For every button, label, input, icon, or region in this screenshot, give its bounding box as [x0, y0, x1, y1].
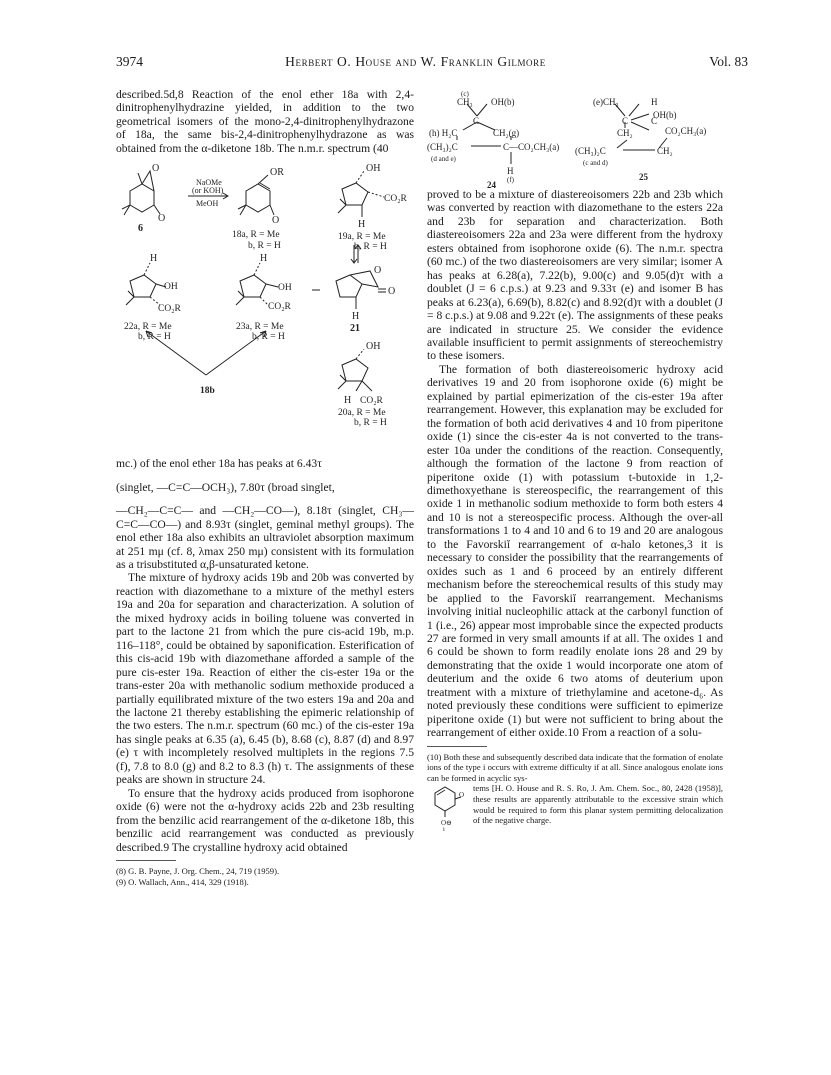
paragraph: To ensure that the hydroxy acids produced from isophorone oxide (6) were not the α-hydroxy acids 22b and 23b resulting from the benzilic acid rearrangement of the α-diketone 18b, this benzilic acid rearrangement was conducted as previously described.9 The crystalline hydroxy acid obtained — [116, 786, 414, 854]
volume-label: Vol. 83 — [709, 54, 748, 69]
label-h: H — [352, 311, 360, 323]
compound-label-20a: 20a, R = Me — [338, 408, 386, 419]
label: C — [651, 116, 658, 126]
paragraph: —CH₂—C=C— and —CH₂—CO—), 8.18τ (singlet, CH₃—C=C—CO—) and 8.93τ (singlet, geminal methyl groups). The enol ether 18a also exhibits an ultraviolet absorption maximum at 251 mμ (cf. 8, λmax 250 mμ) consistent with its formulation as a trisubstituted α,β-unsaturated ketone. — [116, 504, 414, 571]
paragraph: (singlet, —C=C—OCH₃), 7.80τ (broad singlet, — [116, 480, 335, 494]
compound-label-22b: b, R = H — [138, 332, 171, 343]
compound-label-20b: b, R = H — [354, 418, 387, 429]
footnote-10-continued — [427, 783, 723, 832]
compound-label-6: 6 — [138, 223, 143, 235]
footnote-10: (10) Both these and subsequently described data indicate that the formation of enolate ions of the type i occurs with extreme difficulty if at all. Since analogous enolate ions can be formed in acyclic sys- — [427, 751, 723, 783]
reagent-line: (or KOH) — [192, 186, 224, 196]
paragraph: proved to be a mixture of diastereoisomers 22b and 23b which was converted by reaction with diazomethane to the esters 22a and 23b for separation and characterization. Both diastereoisomers 22a and 23a were different from the hydroxy esters obtained from isophorone oxide (6). The n.m.r. spectra (60 mc.) of the two diastereoisomers are very similar; isomer A has peaks at 6.28(a), 7.22(b), 9.00(c) and 9.05(d)τ with a doublet (J = 6 c.p.s.) at 9.23 and 9.33τ (e) and isomer B has peaks at 6.23(a), 6.69(b), 8.82(c) and 8.92(d)τ with a doublet (J = 8 c.p.s.) at 9.08 and 9.22τ (e). The assignments of these peaks are indicated in structure 25. We consider the evidence available insufficient to permit assignments of stereochemistry to these isomers. — [427, 188, 723, 363]
footnote-9: (9) O. Wallach, Ann., 414, 329 (1918). — [116, 876, 249, 887]
label: C — [473, 116, 480, 126]
label: CH₃ — [457, 97, 473, 107]
label: CO₂CH₃(a) — [665, 126, 707, 136]
label-h: H — [260, 253, 268, 265]
label: OH(b) — [491, 97, 515, 107]
label-oh: OH — [278, 283, 292, 294]
compound-label-18b-source: 18b — [200, 386, 215, 397]
reagent-line: NaOMe — [196, 178, 222, 188]
label: CH₂ — [657, 146, 673, 156]
svg-text:O⊖: O⊖ — [441, 819, 452, 828]
svg-text:O: O — [459, 791, 465, 800]
label-oh: OH — [366, 163, 381, 175]
compound-label-21: 21 — [350, 323, 360, 335]
compound-label-23a: 23a, R = Me — [236, 322, 284, 333]
label-h: H — [150, 253, 158, 265]
label-co2r: CO₂R — [360, 396, 383, 407]
running-head-authors: Herbert O. House and W. Franklin Gilmore — [285, 54, 546, 69]
label-h: H — [358, 219, 366, 231]
compound-label-25: 25 — [639, 172, 648, 182]
label: H — [507, 166, 514, 176]
label-o: O — [152, 163, 160, 175]
compound-label-19a: 19a, R = Me — [338, 232, 386, 243]
footnote-8: (8) G. B. Payne, J. Org. Chem., 24, 719 (1959). — [116, 865, 280, 876]
label: (c) — [461, 90, 469, 98]
scheme-svg — [116, 159, 414, 451]
compound-label-24: 24 — [487, 180, 496, 188]
label: (CH₃)₂C — [427, 142, 458, 152]
label: CH₂ — [617, 128, 633, 138]
compound-label-19b: b, R = H — [354, 242, 387, 253]
label: (f) — [507, 176, 514, 184]
right-column — [427, 88, 723, 832]
label: (d and e) — [431, 155, 456, 163]
footnotes — [427, 751, 723, 832]
footnote-10-text: tems [H. O. House and R. S. Ro, J. Am. Chem. Soc., 80, 2428 (1958)], these results are apparently attributable to the excessive strain which would be required to form this planar system permitting delocalization of the negative charge. — [473, 783, 723, 826]
label-co2r: CO₂R — [158, 304, 181, 315]
label: (c and d) — [583, 159, 608, 167]
label: (e)CH₃ — [593, 97, 619, 107]
page-header — [0, 54, 831, 74]
structures-24-25 — [427, 88, 723, 188]
paragraph: The mixture of hydroxy acids 19b and 20b was converted by reaction with diazomethane to a mixture of the methyl esters 19a and 20a for separation and characterization. A solution of the mixed hydroxy acids in boiling toluene was converted in part to the lactone 21 from which the pure cis-acid 19b, m.p. 116–118°, could be obtained by saponification. Esterification of this cis-acid 19b with diazomethane afforded a sample of the pure cis-ester 19a. Reaction of either the cis-ester 19a or the trans-ester 20a with methanolic sodium methoxide produced a partially equilibrated mixture of the two esters 19a and 20a and the lactone 21 thereby establishing the epimeric relationship of the two esters. The n.m.r. spectrum (60 mc.) of the cis-ester 19a has single peaks at 6.35 (a), 6.45 (b), 8.68 (c), 8.87 (d) and 8.97 (e) τ with incompletely resolved multiplets in the regions 7.5 (f), 7.8 to 8.0 (g) and 8.2 to 8.3 (h) τ. The assignments of these peaks are shown in structure 24. — [116, 571, 414, 787]
label-o: O — [374, 265, 382, 277]
page-number: 3974 — [116, 54, 143, 69]
left-column — [116, 88, 414, 887]
reaction-scheme — [116, 159, 414, 451]
structures-svg — [427, 88, 723, 188]
compound-label-18b: b, R = H — [248, 241, 281, 252]
label-oh: OH — [366, 341, 381, 353]
enolate-structure-icon — [427, 783, 467, 831]
label: CH₂(g) — [493, 128, 520, 138]
paragraph: described.5d,8 Reaction of the enol ether 18a with 2,4-dinitrophenylhydrazine yielded, in addition to the two geometrical isomers of the mono-2,4-dinitrophenylhydrazone of 18a, the same bis-2,4-dinitrophenylhydrazone as was obtained from the α-diketone 18b. The n.m.r. spectrum (40 — [116, 88, 414, 155]
label: OH(b) — [653, 110, 677, 120]
label-or: OR — [270, 167, 284, 179]
paragraph: mc.) of the enol ether 18a has peaks at 6.43τ — [116, 457, 322, 471]
label: C — [622, 116, 629, 126]
footnotes — [116, 866, 414, 887]
footnote-rule — [427, 746, 487, 747]
label-o: O — [158, 213, 166, 225]
label: (h) H₂C — [429, 128, 458, 138]
paragraph: The formation of both diastereoisomeric hydroxy acid derivatives 19 and 20 from isophorone oxide (6) might be explained by partial epimerization of the cis-ester 19a after rearrangement. However, this explanation may be excluded for the formation of both acid derivatives 4 and 10 from piperitone oxide (1) since the cis-ester 4a is not converted to the trans-ester 10a under the conditions of the reaction. Consequently, although the formation of the lactone 9 from reaction of piperitone oxide (1) with potassium t-butoxide in 1,2-dimethoxyethane is stereospecific, the rearrangement of this oxide 1 in methanolic sodium methoxide to form both esters 4 and 10 is not a stereospecific process. Although the over-all transformations 1 to 4 and 10 and 6 to 19 and 20 are analogous to the Favorskiĭ rearrangement of α-halo ketones,3 it is necessary to consider the possibility that the rearrangements of oxides such as 1 and 6 proceed by an entirely different mechanism before the stereochemical results of this study may be applied to the Favorskiĭ rearrangement. Mechanisms involving initial nucleophilic attack at the carbonyl function of 1 (i.e., 26) appear most improbable since the expected products 27 are formed in very small amounts if at all. The oxides 1 and 6 could be shown to form readily enolate ions 28 and 29 by demonstrating that the oxide 1 would incorporate one atom of deuterium and the oxide 6 two atoms of deuterium upon treatment with a mixture of triethylamine and acetone-d₆. As noted previously these conditions were sufficient to epimerize piperitone oxide (1) but were not sufficient to bring about the rearrangement of either oxide.10 From a reaction of a solu- — [427, 362, 723, 740]
label: H — [651, 97, 658, 107]
compound-label-18a: 18a, R = Me — [232, 230, 280, 241]
footnote-rule — [116, 860, 176, 861]
label-h: H — [344, 395, 352, 407]
compound-label-22a: 22a, R = Me — [124, 322, 172, 333]
label-o: O — [388, 286, 396, 298]
label: C—CO₂CH₃(a) — [503, 142, 560, 152]
icon-label: i — [443, 826, 445, 832]
label-co2r: CO₂R — [384, 194, 407, 205]
label-co2r: CO₂R — [268, 302, 291, 313]
label-oh: OH — [164, 282, 178, 293]
label: (CH₃)₂C — [575, 146, 606, 156]
label-o: O — [272, 215, 280, 227]
compound-label-23b: b, R = H — [252, 332, 285, 343]
reagent-line: MeOH — [196, 199, 219, 209]
